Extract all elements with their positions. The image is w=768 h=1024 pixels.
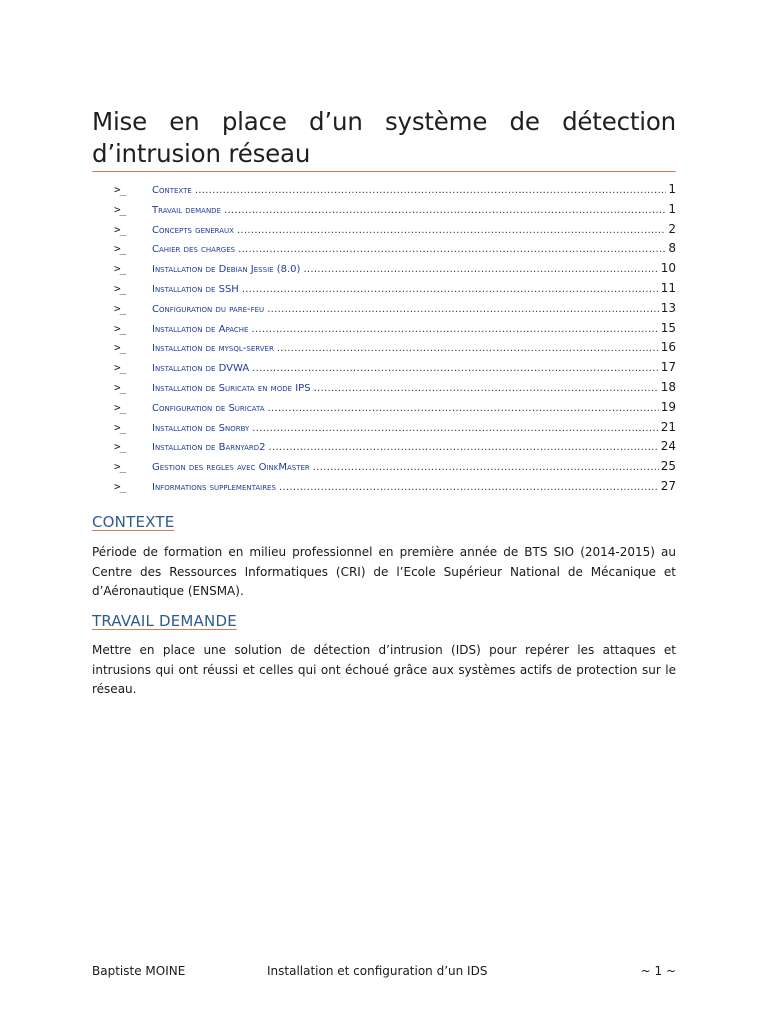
- terminal-prompt-icon: >_: [114, 281, 126, 295]
- terminal-prompt-icon: >_: [114, 460, 126, 474]
- toc-item[interactable]: [114, 222, 676, 242]
- toc-item[interactable]: [114, 301, 676, 321]
- terminal-prompt-icon: >_: [114, 400, 126, 414]
- toc-leader-dots: [303, 264, 658, 275]
- terminal-prompt-icon: >_: [114, 420, 126, 434]
- toc-leader-dots: [269, 442, 659, 453]
- toc-item-label[interactable]: Contexte: [152, 185, 192, 196]
- toc-item-page: 25: [660, 459, 676, 474]
- page-footer: [92, 964, 676, 984]
- terminal-prompt-icon: >_: [114, 242, 126, 256]
- toc-item[interactable]: [114, 479, 676, 499]
- terminal-prompt-icon: >_: [114, 479, 126, 493]
- toc-item-page: 18: [660, 379, 676, 394]
- toc-leader-dots: [277, 343, 659, 354]
- toc-item[interactable]: [114, 360, 676, 380]
- toc-item-page: 13: [660, 300, 676, 315]
- toc-item-label[interactable]: Cahier des charges: [152, 244, 236, 256]
- title-divider: [92, 171, 676, 172]
- toc-leader-dots: [313, 462, 659, 473]
- toc-leader-dots: [252, 363, 659, 374]
- toc-item-label[interactable]: Configuration de Suricata: [152, 402, 265, 414]
- toc-item-label[interactable]: Installation de mysql-server: [152, 343, 274, 355]
- terminal-prompt-icon: >_: [114, 380, 126, 394]
- terminal-prompt-icon: >_: [114, 183, 126, 196]
- toc-item[interactable]: [114, 241, 676, 261]
- section-heading-contexte: CONTEXTE: [92, 513, 175, 531]
- toc-item-label[interactable]: Installation de Barnyard2: [152, 442, 266, 454]
- toc-leader-dots: [242, 284, 659, 295]
- toc-item[interactable]: [114, 439, 676, 459]
- section-heading-travail-demande: TRAVAIL DEMANDE: [92, 612, 237, 630]
- toc-item-label[interactable]: Configuration du pare-feu: [152, 303, 265, 315]
- toc-item-label[interactable]: Informations supplementaires: [152, 481, 276, 493]
- toc-leader-dots: [314, 383, 659, 394]
- terminal-prompt-icon: >_: [114, 361, 126, 375]
- toc-item-label[interactable]: Installation de DVWA: [152, 363, 250, 375]
- toc-item[interactable]: [114, 420, 676, 440]
- footer-document-name: Installation et configuration d’un IDS: [267, 964, 488, 978]
- toc-item-label[interactable]: Travail demande: [152, 204, 221, 216]
- toc-item[interactable]: [114, 321, 676, 341]
- toc-leader-dots: [224, 205, 666, 216]
- terminal-prompt-icon: >_: [114, 301, 126, 315]
- toc-item-page: 21: [660, 419, 676, 434]
- toc-item-label[interactable]: Concepts generaux: [152, 224, 234, 236]
- toc-item-page: 11: [660, 280, 676, 295]
- toc-leader-dots: [237, 225, 666, 236]
- toc-item-page: 24: [660, 439, 676, 454]
- toc-leader-dots: [252, 423, 658, 434]
- toc-item-label[interactable]: Gestion des regles avec OinkMaster: [152, 462, 310, 474]
- toc-item[interactable]: [114, 380, 676, 400]
- toc-item-page: 8: [668, 241, 676, 256]
- toc-item-label[interactable]: Installation de Debian Jessie (8.0): [152, 264, 301, 276]
- toc-item-label[interactable]: Installation de Suricata en mode IPS: [152, 382, 311, 394]
- toc-item-page: 2: [668, 221, 676, 236]
- toc-item[interactable]: [114, 202, 676, 222]
- footer-page-number: ~ 1 ~: [640, 964, 676, 978]
- toc-item-page: 19: [660, 399, 676, 414]
- section-paragraph-travail-demande: Mettre en place une solution de détection d’intrusion (IDS) pour repérer les attaques et intrusions qui ont réussi et celles qui ont échoué grâce aux systèmes actifs de protection sur le réseau.: [92, 643, 676, 696]
- toc-leader-dots: [268, 403, 659, 414]
- toc-item[interactable]: [114, 182, 676, 202]
- toc-item[interactable]: [114, 261, 676, 281]
- toc-item[interactable]: [114, 459, 676, 479]
- terminal-prompt-icon: >_: [114, 321, 126, 335]
- toc-item-page: 15: [660, 320, 676, 335]
- page-title: Mise en place d’un système de détection d’intrusion réseau: [92, 107, 676, 168]
- footer-author: Baptiste MOINE: [92, 964, 186, 978]
- toc-item[interactable]: [114, 340, 676, 360]
- toc-leader-dots: [238, 244, 666, 255]
- toc-item[interactable]: [114, 281, 676, 301]
- toc-item-label[interactable]: Installation de SSH: [152, 283, 239, 295]
- toc-item[interactable]: [114, 400, 676, 420]
- toc-leader-dots: [267, 304, 659, 315]
- terminal-prompt-icon: >_: [114, 341, 126, 355]
- toc-item-page: 1: [668, 182, 676, 196]
- terminal-prompt-icon: >_: [114, 202, 126, 216]
- toc-item-page: 1: [668, 201, 676, 216]
- toc-item-label[interactable]: Installation de Apache: [152, 323, 249, 335]
- toc-item-page: 27: [660, 478, 676, 493]
- toc-leader-dots: [279, 482, 659, 493]
- terminal-prompt-icon: >_: [114, 440, 126, 454]
- toc-item-page: 16: [660, 340, 676, 355]
- toc-leader-dots: [195, 185, 667, 196]
- terminal-prompt-icon: >_: [114, 222, 126, 236]
- toc-item-page: 17: [660, 360, 676, 375]
- toc-leader-dots: [251, 324, 658, 335]
- table-of-contents: [114, 182, 676, 499]
- document-page: [92, 0, 676, 1024]
- section-paragraph-contexte: Période de formation en milieu professionnel en première année de BTS SIO (2014-2015) au Centre des Ressources Informatiques (CRI) de l’Ecole Supérieur National de Mécanique et d’Aéronautique (ENSMA).: [92, 545, 676, 598]
- toc-item-label[interactable]: Installation de Snorby: [152, 422, 250, 434]
- toc-item-page: 10: [660, 261, 676, 276]
- terminal-prompt-icon: >_: [114, 262, 126, 276]
